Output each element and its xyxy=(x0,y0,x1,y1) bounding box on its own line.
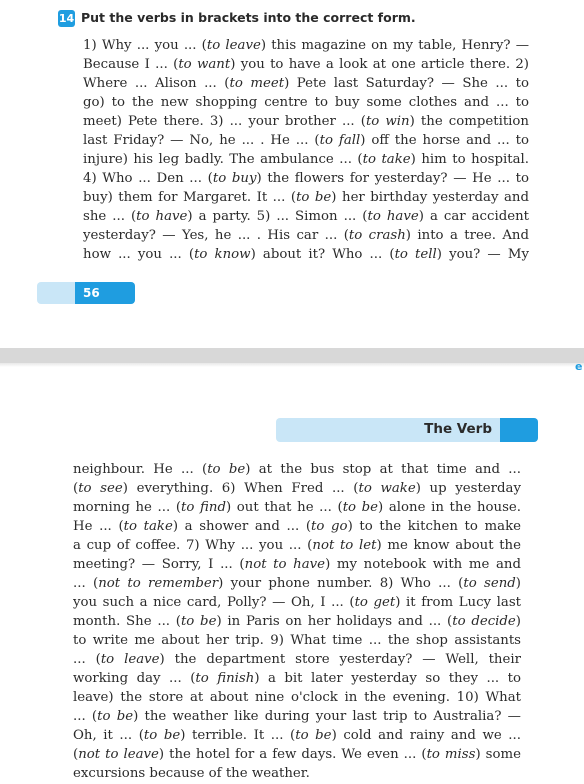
exercise-text-upper xyxy=(83,36,529,264)
text-line: He ... (to take) a shower and ... (to go) to the kitchen to make xyxy=(73,519,521,534)
page-gutter-shadow xyxy=(0,363,584,367)
text-line: she ... (to have) a party. 5) ... Simon ... (to have) a car accident xyxy=(83,209,529,224)
text-line: buy) them for Margaret. It ... (to be) her birthday yesterday and xyxy=(83,190,529,205)
section-tab-accent xyxy=(500,418,538,442)
page-number: 56 xyxy=(75,282,135,304)
text-line: to write me about her trip. 9) What time ... the shop assistants xyxy=(73,633,521,648)
text-line: neighbour. He ... (to be) at the bus stop at that time and ... xyxy=(73,462,521,477)
text-line: yesterday? — Yes, he ... . His car ... (to crash) into a tree. And xyxy=(83,228,529,243)
text-line: meeting? — Sorry, I ... (not to have) my notebook with me and xyxy=(73,557,521,572)
section-title: The Verb xyxy=(424,421,492,437)
text-line: how ... you ... (to know) about it? Who ... (to tell) you? — My xyxy=(83,247,529,262)
text-line: (not to leave) the hotel for a few days. We even ... (to miss) some xyxy=(73,747,521,762)
text-line: morning he ... (to find) out that he ... (to be) alone in the house. xyxy=(73,500,521,515)
page-number-tab xyxy=(37,282,135,304)
page-gutter xyxy=(0,348,584,363)
exercise-number-badge: 14 xyxy=(58,12,75,25)
text-line: excursions because of the weather. xyxy=(73,766,310,781)
upper-page xyxy=(0,0,584,348)
exercise-text-lower xyxy=(73,460,521,783)
text-line: ... (to leave) the department store yesterday? — Well, their xyxy=(73,652,521,667)
text-line: last Friday? — No, he ... . He ... (to fall) off the horse and ... to xyxy=(83,133,529,148)
text-line: Oh, it ... (to be) terrible. It ... (to be) cold and rainy and we ... xyxy=(73,728,521,743)
text-line: ... (not to remember) your phone number. 8) Who ... (to send) xyxy=(73,576,521,591)
exercise-instruction: Put the verbs in brackets into the correct form. xyxy=(81,10,416,25)
text-line: meet) Pete there. 3) ... your brother ... (to win) the competition xyxy=(83,114,529,129)
text-line: working day ... (to finish) a bit later yesterday so they ... to xyxy=(73,671,521,686)
text-line: 4) Who ... Den ... (to buy) the flowers for yesterday? — He ... to xyxy=(83,171,529,186)
text-line: ... (to be) the weather like during your last trip to Australia? — xyxy=(73,709,521,724)
text-line: Because I ... (to want) you to have a look at one article there. 2) xyxy=(83,57,529,72)
text-line: 1) Why ... you ... (to leave) this magazine on my table, Henry? — xyxy=(83,38,529,53)
text-line: a cup of coffee. 7) Why ... you ... (not to let) me know about the xyxy=(73,538,521,553)
text-line: you such a nice card, Polly? — Oh, I ... (to get) it from Lucy last xyxy=(73,595,521,610)
section-tab-light xyxy=(276,418,538,442)
text-line: Where ... Alison ... (to meet) Pete last Saturday? — She ... to xyxy=(83,76,529,91)
text-line: injure) his leg badly. The ambulance ... (to take) him to hospital. xyxy=(83,152,529,167)
text-line: month. She ... (to be) in Paris on her holidays and ... (to decide) xyxy=(73,614,521,629)
section-header-tab xyxy=(276,418,538,442)
text-line: (to see) everything. 6) When Fred ... (to wake) up yesterday xyxy=(73,481,521,496)
text-line: go) to the new shopping centre to buy some clothes and ... to xyxy=(83,95,529,110)
text-line: leave) the store at about nine o'clock in the evening. 10) What xyxy=(73,690,521,705)
page-edge-letter: e xyxy=(575,360,583,373)
